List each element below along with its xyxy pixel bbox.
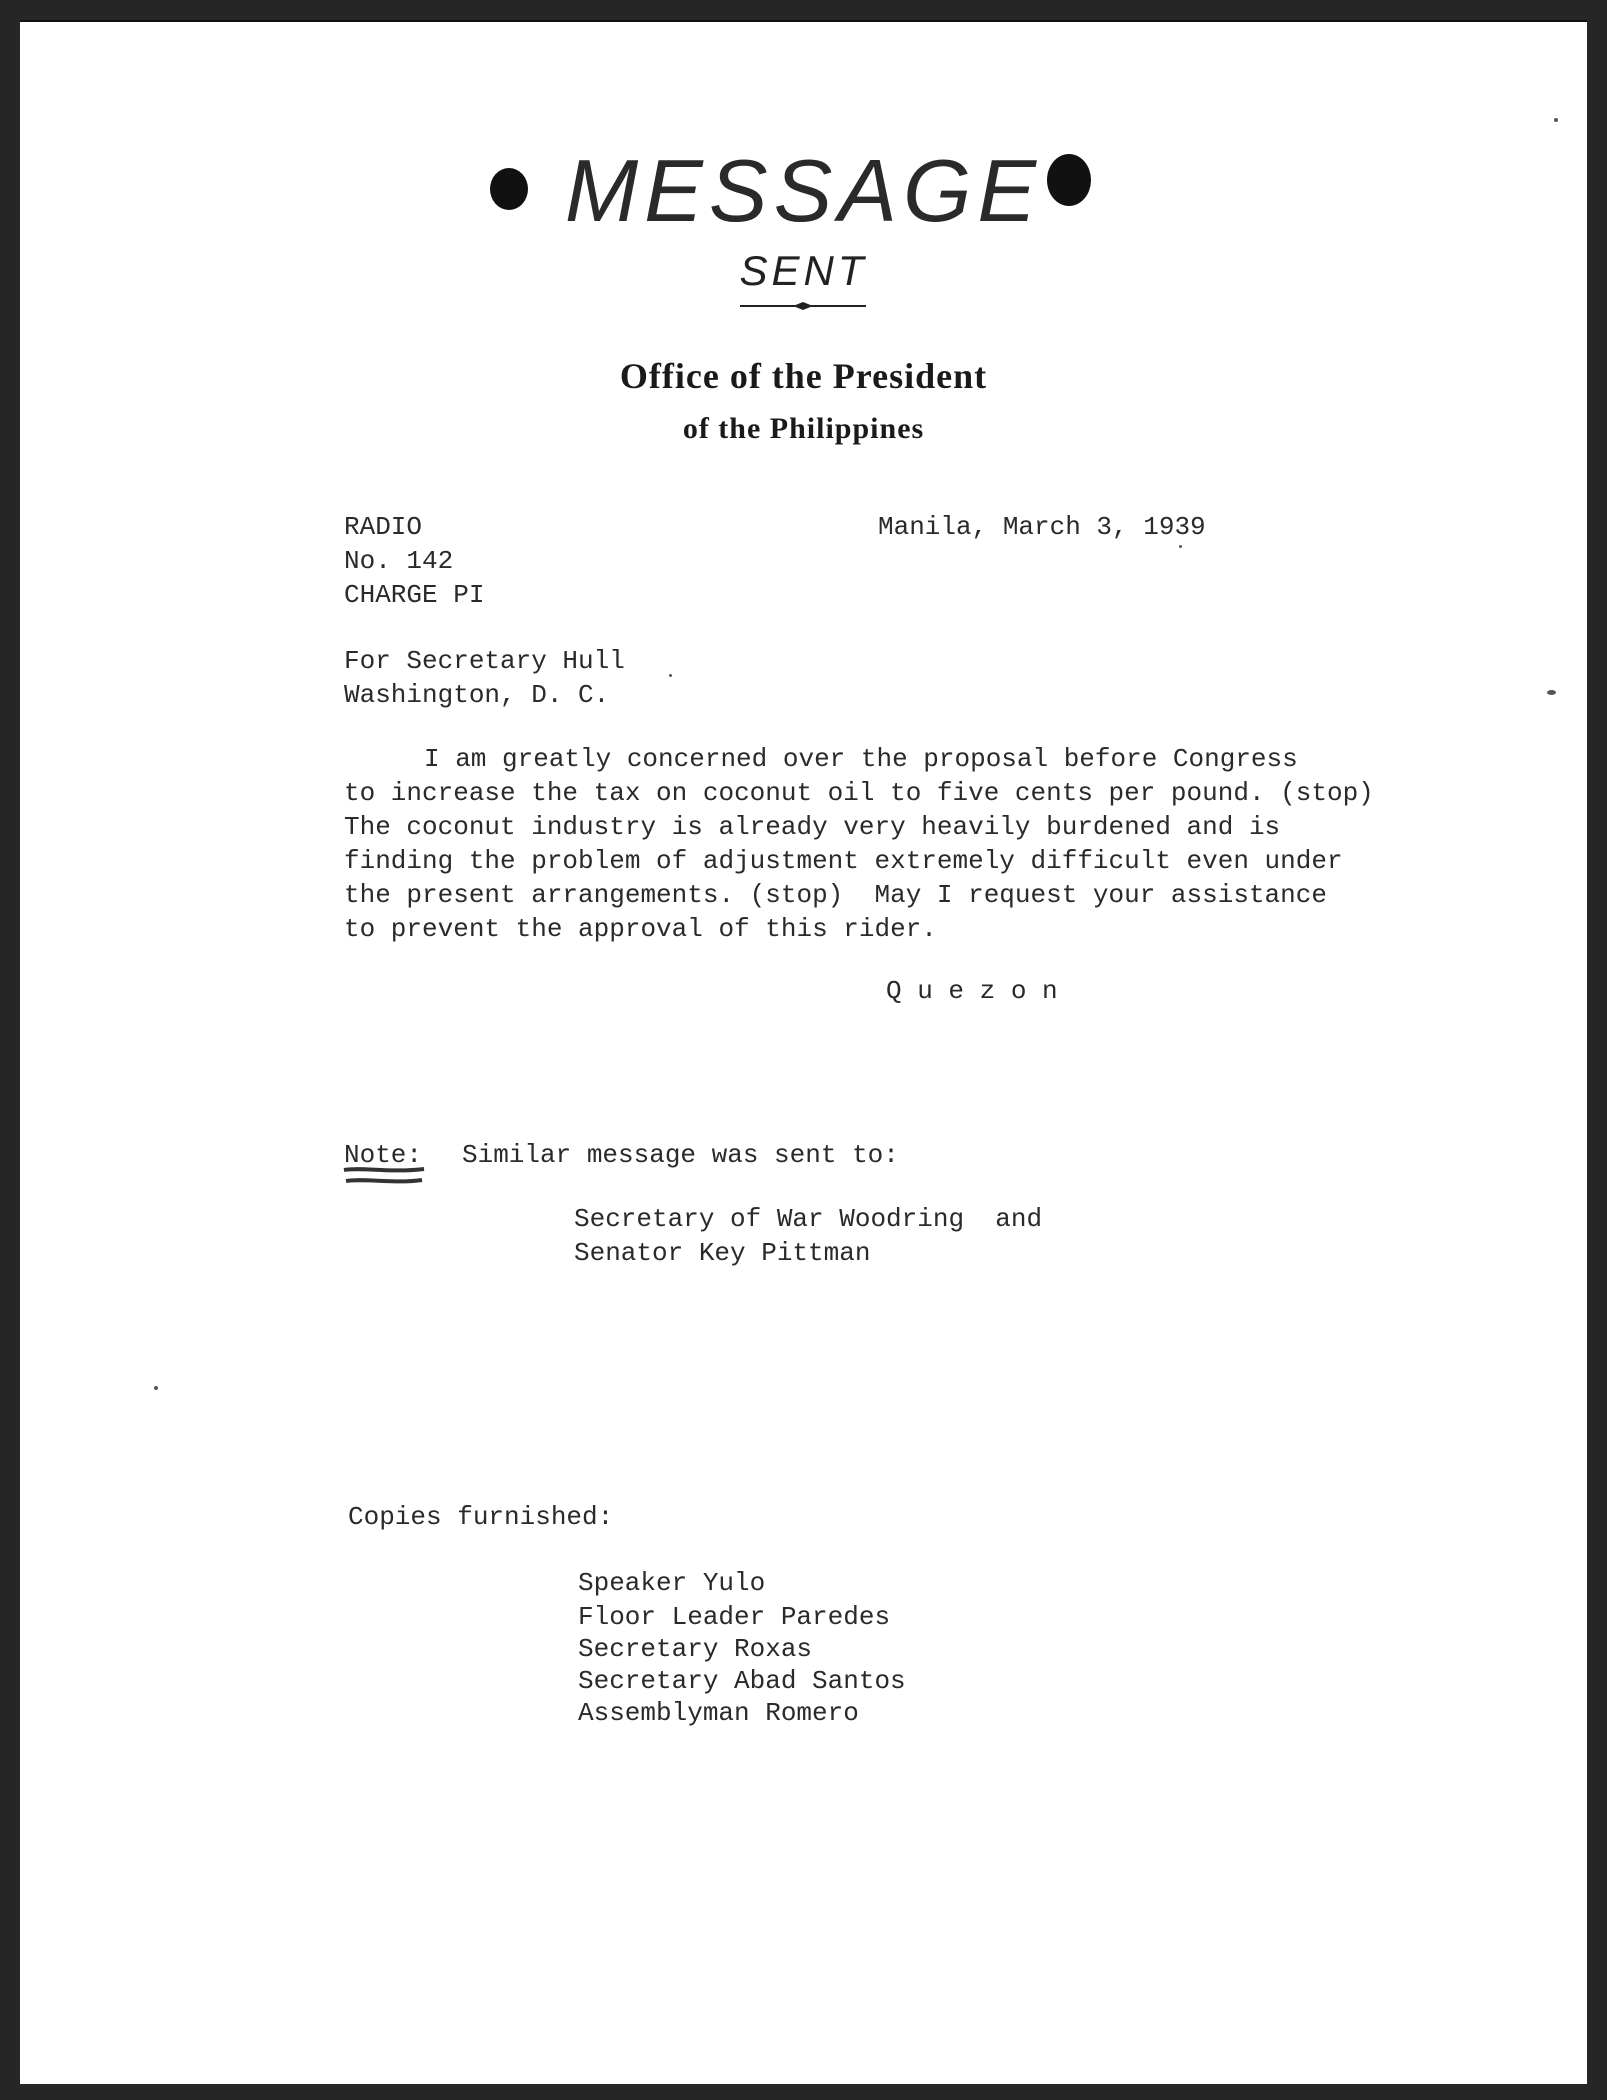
- paper-speck: [1547, 690, 1556, 695]
- copies-name: Assemblyman Romero: [578, 1698, 859, 1728]
- paper-speck: [1554, 118, 1558, 122]
- recipient-name: For Secretary Hull: [344, 646, 625, 676]
- message-title: MESSAGE: [564, 141, 1043, 240]
- recipient-address: Washington, D. C.: [344, 680, 610, 710]
- copies-name: Speaker Yulo: [578, 1568, 766, 1598]
- note-recipient: Secretary of War Woodring and: [574, 1204, 1043, 1234]
- routing-number: No. 142: [344, 546, 454, 576]
- office-subheading: of the Philippines: [682, 412, 925, 445]
- body-line: I am greatly concerned over the proposal before Congress: [424, 744, 1298, 774]
- copies-label: Copies furnished:: [348, 1502, 614, 1532]
- copies-name: Secretary Abad Santos: [578, 1666, 906, 1696]
- office-heading: Office of the President: [619, 356, 988, 396]
- note-recipient: Senator Key Pittman: [574, 1238, 871, 1268]
- note-text: Similar message was sent to:: [462, 1140, 899, 1170]
- paper-speck: [1179, 545, 1182, 548]
- body-line: to prevent the approval of this rider.: [344, 914, 937, 944]
- note-label: Note:: [344, 1140, 423, 1170]
- ornamental-divider: [740, 302, 866, 310]
- signature: Q u e z o n: [886, 976, 1058, 1006]
- body-line: The coconut industry is already very heavily burdened and is: [344, 812, 1281, 842]
- body-line: finding the problem of adjustment extremely difficult even under: [344, 846, 1343, 876]
- ink-blot-right: [1047, 154, 1091, 206]
- routing-charge: CHARGE PI: [344, 580, 485, 610]
- body-line: to increase the tax on coconut oil to five cents per pound. (stop): [344, 778, 1374, 808]
- copies-name: Secretary Roxas: [578, 1634, 813, 1664]
- routing-type: RADIO: [344, 512, 423, 542]
- paper-speck: [669, 674, 672, 677]
- message-subtitle: SENT: [739, 247, 868, 294]
- body-line: the present arrangements. (stop) May I request your assistance: [344, 880, 1327, 910]
- paper-speck: [154, 1386, 158, 1390]
- document-page: [20, 20, 1587, 2084]
- place-date: Manila, March 3, 1939: [878, 512, 1206, 542]
- copies-name: Floor Leader Paredes: [578, 1602, 891, 1632]
- note-underline-scribble: [342, 1165, 426, 1187]
